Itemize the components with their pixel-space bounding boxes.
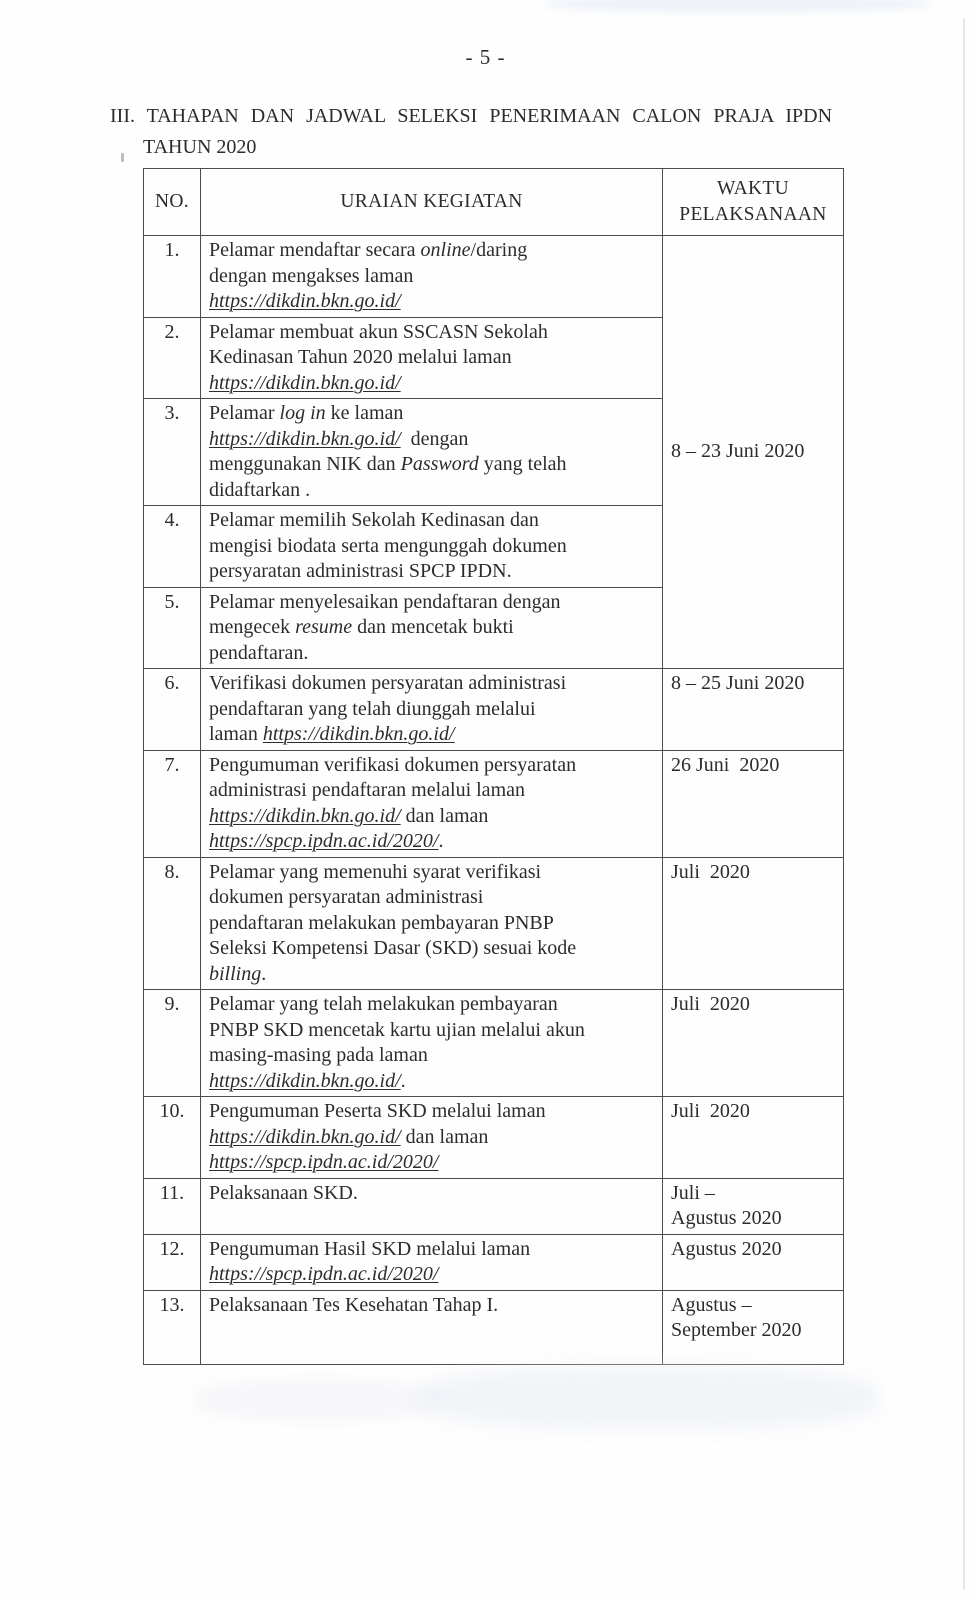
- text-segment: Juli 2020: [671, 993, 750, 1015]
- page-number: - 5 -: [465, 45, 506, 69]
- text-line: [209, 804, 654, 830]
- text-segment: 2.: [164, 320, 180, 343]
- text-line: [209, 753, 654, 779]
- activity-cell: [201, 506, 663, 588]
- section-heading-line2: TAHUN 2020: [143, 136, 257, 158]
- text-line: [209, 962, 654, 988]
- text-line: [209, 671, 654, 697]
- text-segment: Juli 2020: [671, 1100, 750, 1122]
- italic-text: online: [420, 239, 471, 261]
- text-line: [671, 1318, 835, 1344]
- text-segment: administrasi pendaftaran melalui laman: [209, 779, 525, 801]
- activity-cell: [201, 750, 663, 857]
- text-line: [209, 829, 654, 855]
- text-line: [209, 615, 654, 641]
- text-segment: Juli –: [671, 1181, 715, 1204]
- text-segment: Juli 2020: [671, 860, 750, 883]
- text-segment: 26 Juni 2020: [671, 753, 780, 776]
- text-line: [146, 320, 198, 346]
- text-segment: mengecek: [209, 616, 296, 638]
- text-line: [209, 401, 654, 427]
- text-line: [209, 1237, 654, 1263]
- text-segment: Agustus 2020: [671, 1237, 782, 1260]
- text-segment: 1.: [164, 239, 180, 261]
- text-segment: Pelaksanaan Tes Kesehatan Tahap I.: [209, 1293, 499, 1316]
- activity-cell: [201, 990, 663, 1097]
- text-line: [209, 478, 654, 504]
- text-segment: 5.: [164, 590, 180, 613]
- text-line: [209, 697, 654, 723]
- text-line: [209, 1125, 654, 1151]
- italic-text: log in: [279, 402, 326, 424]
- schedule-table: [143, 168, 844, 1365]
- row-number-cell: [144, 506, 201, 588]
- text-line: [146, 1237, 198, 1263]
- text-line: [209, 371, 654, 397]
- text-line: [209, 1181, 654, 1207]
- url-link[interactable]: https://dikdin.bkn.go.id/: [209, 371, 401, 394]
- text-segment: 6.: [164, 672, 180, 694]
- text-line: [146, 590, 198, 616]
- activity-cell: [201, 399, 663, 506]
- text-segment: 11.: [159, 1181, 185, 1204]
- scan-smudge-top: [545, 0, 930, 12]
- row-number-cell: [144, 1178, 201, 1234]
- url-link[interactable]: https://dikdin.bkn.go.id/: [262, 723, 455, 745]
- url-link[interactable]: https://dikdin.bkn.go.id/: [209, 1069, 401, 1092]
- text-segment: 7.: [164, 753, 180, 776]
- text-line: [671, 1181, 835, 1207]
- text-segment: Pengumuman Peserta SKD melalui laman: [209, 1100, 546, 1122]
- section-heading-line1: III. TAHAPAN DAN JADWAL SELEKSI PENERIMAAN CALON PRAJA IPDN: [110, 105, 833, 127]
- text-line: [146, 992, 198, 1018]
- italic-text: Password: [400, 453, 479, 475]
- row-number-cell: [144, 1234, 201, 1290]
- text-segment: Agustus –: [671, 1293, 752, 1316]
- text-segment: Pelamar: [209, 402, 280, 424]
- text-line: [209, 452, 654, 478]
- table-row: [144, 1178, 844, 1234]
- url-link[interactable]: https://dikdin.bkn.go.id/: [209, 427, 401, 450]
- text-segment: ke laman: [325, 402, 404, 424]
- text-line: [209, 641, 654, 667]
- activity-cell: [201, 1097, 663, 1179]
- scan-edge-line: [963, 18, 965, 1590]
- time-cell: [663, 1178, 844, 1234]
- table-header-row: [144, 169, 844, 236]
- url-link[interactable]: https://dikdin.bkn.go.id/: [209, 804, 401, 827]
- row-number-cell: [144, 669, 201, 751]
- table-row: [144, 1234, 844, 1290]
- text-segment: 8 – 23 Juni 2020: [671, 440, 805, 463]
- text-line: [209, 238, 654, 264]
- activity-cell: [201, 236, 663, 318]
- activity-cell: [201, 587, 663, 669]
- text-segment: masing-masing pada laman: [209, 1044, 428, 1066]
- header-time: WAKTU PELAKSANAAN: [663, 169, 844, 236]
- text-line: [146, 508, 198, 534]
- row-number-cell: [144, 399, 201, 506]
- text-segment: 8.: [164, 860, 180, 883]
- text-segment: Pelaksanaan SKD.: [209, 1181, 358, 1204]
- text-segment: Kedinasan Tahun 2020 melalui laman: [209, 346, 512, 368]
- text-line: [146, 1293, 198, 1319]
- row-number-cell: [144, 1097, 201, 1179]
- table-body: [144, 236, 844, 1365]
- text-segment: pendaftaran yang telah diunggah melalui: [209, 697, 536, 720]
- activity-cell: [201, 1178, 663, 1234]
- text-segment: dengan: [400, 427, 469, 450]
- text-line: [146, 753, 198, 779]
- text-segment: laman: [209, 723, 263, 745]
- text-segment: yang telah: [478, 453, 567, 475]
- text-segment: menggunakan NIK dan: [209, 453, 401, 475]
- text-line: [671, 1206, 835, 1232]
- table-row: [144, 990, 844, 1097]
- text-line: [146, 1099, 198, 1125]
- text-segment: .: [438, 830, 444, 852]
- text-line: [209, 911, 654, 937]
- url-link[interactable]: https://dikdin.bkn.go.id/: [209, 1125, 401, 1148]
- time-cell: [663, 1097, 844, 1179]
- text-segment: Pengumuman Hasil SKD melalui laman: [209, 1237, 531, 1260]
- text-segment: September 2020: [671, 1319, 802, 1341]
- text-line: [671, 1237, 835, 1263]
- text-segment: PNBP SKD mencetak kartu ujian melalui akun: [209, 1018, 585, 1041]
- row-number-cell: [144, 857, 201, 990]
- text-line: [671, 1099, 835, 1125]
- text-line: [209, 534, 654, 560]
- text-line: [209, 1293, 654, 1319]
- text-line: [146, 1181, 198, 1207]
- activity-cell: [201, 1290, 663, 1364]
- url-link[interactable]: https://dikdin.bkn.go.id/: [209, 290, 401, 312]
- text-segment: 8 – 25 Juni 2020: [671, 672, 805, 694]
- text-line: [671, 992, 835, 1018]
- text-line: [209, 559, 654, 585]
- time-cell: [663, 990, 844, 1097]
- url-link[interactable]: https://spcp.ipdn.ac.id/2020/: [209, 1263, 439, 1285]
- text-segment: .: [400, 1069, 406, 1092]
- text-segment: didaftarkan .: [209, 478, 311, 501]
- text-segment: dan laman: [400, 804, 489, 827]
- header-no: NO.: [144, 169, 201, 236]
- text-segment: /daring: [470, 239, 528, 261]
- text-line: [209, 590, 654, 616]
- text-segment: 13.: [159, 1293, 185, 1316]
- activity-cell: [201, 857, 663, 990]
- url-link[interactable]: https://spcp.ipdn.ac.id/2020/: [209, 1151, 439, 1173]
- text-line: [209, 1099, 654, 1125]
- text-line: [209, 1262, 654, 1288]
- row-number-cell: [144, 750, 201, 857]
- text-segment: Pelamar mendaftar secara: [209, 239, 421, 261]
- text-segment: .: [261, 962, 267, 985]
- text-line: [209, 778, 654, 804]
- text-line: [209, 508, 654, 534]
- time-cell: [663, 669, 844, 751]
- text-segment: Seleksi Kompetensi Dasar (SKD) sesuai kode: [209, 937, 577, 959]
- time-cell: [663, 750, 844, 857]
- text-segment: dan laman: [400, 1125, 489, 1148]
- text-segment: 4.: [164, 509, 180, 531]
- text-segment: Verifikasi dokumen persyaratan administrasi: [209, 672, 567, 694]
- text-segment: Pelamar memilih Sekolah Kedinasan dan: [209, 509, 539, 531]
- row-number-cell: [144, 236, 201, 318]
- text-line: [209, 936, 654, 962]
- text-line: [209, 1043, 654, 1069]
- text-line: [146, 671, 198, 697]
- activity-cell: [201, 669, 663, 751]
- text-segment: 10.: [159, 1100, 185, 1122]
- text-line: [671, 860, 835, 886]
- text-line: [209, 885, 654, 911]
- text-line: [209, 992, 654, 1018]
- text-segment: 9.: [164, 993, 180, 1015]
- text-line: [671, 753, 835, 779]
- text-segment: dan mencetak bukti: [352, 616, 514, 638]
- text-line: [209, 1018, 654, 1044]
- text-line: [671, 439, 835, 465]
- text-segment: Pengumuman verifikasi dokumen persyaratan: [209, 753, 577, 776]
- text-segment: Pelamar menyelesaikan pendaftaran dengan: [209, 590, 561, 613]
- text-line: [209, 427, 654, 453]
- text-line: [209, 345, 654, 371]
- text-line: [146, 238, 198, 264]
- time-cell: [663, 857, 844, 990]
- text-line: [209, 1069, 654, 1095]
- url-link[interactable]: https://spcp.ipdn.ac.id/2020/: [209, 830, 439, 852]
- table-row: [144, 750, 844, 857]
- text-segment: pendaftaran melakukan pembayaran PNBP: [209, 911, 554, 934]
- table-row: [144, 669, 844, 751]
- text-segment: 3.: [164, 402, 180, 424]
- header-activity: URAIAN KEGIATAN: [201, 169, 663, 236]
- text-line: [209, 320, 654, 346]
- text-segment: mengisi biodata serta mengunggah dokumen: [209, 534, 567, 557]
- row-number-cell: [144, 1290, 201, 1364]
- text-segment: persyaratan administrasi SPCP IPDN.: [209, 560, 512, 582]
- row-number-cell: [144, 587, 201, 669]
- time-cell: [663, 1290, 844, 1364]
- text-segment: dokumen persyaratan administrasi: [209, 886, 484, 908]
- text-line: [671, 671, 835, 697]
- text-segment: pendaftaran.: [209, 641, 309, 664]
- text-line: [209, 722, 654, 748]
- time-cell: [663, 1234, 844, 1290]
- text-line: [209, 1150, 654, 1176]
- text-segment: 12.: [159, 1237, 185, 1260]
- text-segment: Pelamar membuat akun SSCASN Sekolah: [209, 320, 548, 343]
- text-line: [209, 860, 654, 886]
- row-number-cell: [144, 990, 201, 1097]
- table-row: [144, 1290, 844, 1364]
- table-row: [144, 236, 844, 318]
- italic-text: resume: [295, 616, 353, 638]
- text-line: [146, 401, 198, 427]
- text-segment: Pelamar yang telah melakukan pembayaran: [209, 993, 558, 1015]
- row-number-cell: [144, 317, 201, 399]
- text-line: [209, 264, 654, 290]
- time-cell: [663, 236, 844, 669]
- activity-cell: [201, 1234, 663, 1290]
- text-line: [209, 289, 654, 315]
- table-row: [144, 857, 844, 990]
- italic-text: billing: [209, 962, 262, 985]
- text-segment: dengan mengakses laman: [209, 264, 414, 287]
- scan-smudge-bottom-left: [195, 1380, 445, 1420]
- section-heading: [110, 101, 855, 163]
- scan-smudge-bottom-right: [420, 1366, 880, 1430]
- text-segment: Pelamar yang memenuhi syarat verifikasi: [209, 860, 542, 883]
- table-row: [144, 1097, 844, 1179]
- activity-cell: [201, 317, 663, 399]
- text-segment: Agustus 2020: [671, 1207, 782, 1229]
- text-line: [671, 1293, 835, 1319]
- text-line: [146, 860, 198, 886]
